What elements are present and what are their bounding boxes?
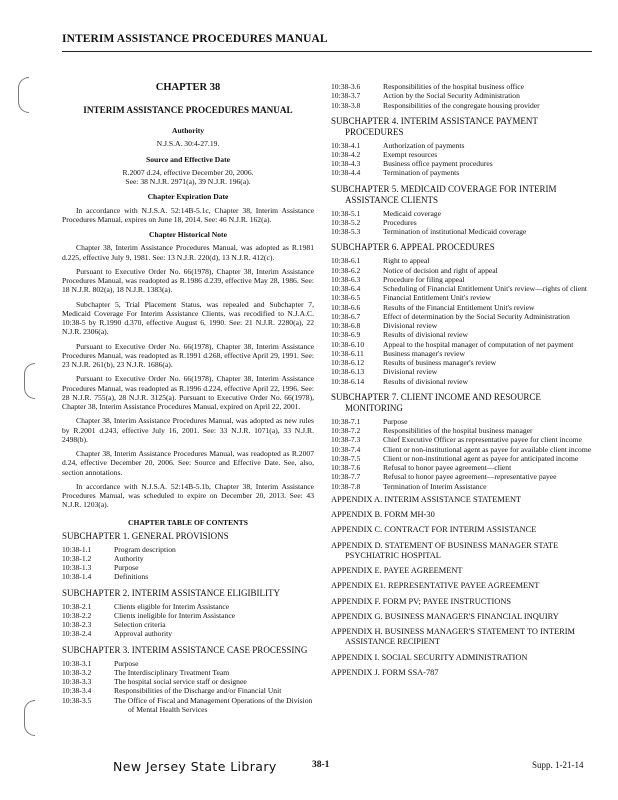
- section-number: 10:38-6.3: [331, 274, 361, 284]
- expiration-heading: Chapter Expiration Date: [147, 192, 229, 202]
- history-paragraph: Pursuant to Executive Order No. 66(1978), Chapter 38, Interim Assistance Procedures Manual, was readopted as R.1996 d.224, effective April 22, 1996. See: 28 N.J.R. 755(a), 28 N.J.R. 3125(a). Pursuant to Executive Order No. 66(1978), Chapter 38, Interim Assistance Procedures Manual, expired on April 22, 2001.: [62, 374, 314, 412]
- history-paragraph: Chapter 38, Interim Assistance Procedures Manual, was adopted as new rules by R.2001 d.243, effective July 16, 2001. See: 33 N.J.R. 1071(a), 33 N.J.R. 2498(b).: [62, 416, 314, 444]
- section-row: [62, 696, 314, 715]
- section-number: 10:38-7.3: [331, 435, 361, 445]
- section-row: [62, 686, 314, 695]
- section-number: 10:38-6.2: [331, 265, 361, 275]
- running-head: INTERIM ASSISTANCE PROCEDURES MANUAL: [62, 33, 328, 45]
- appendix-item: APPENDIX E. PAYEE AGREEMENT: [331, 566, 463, 576]
- section-number: 10:38-4.4: [331, 168, 361, 178]
- header-rule: [62, 51, 592, 52]
- section-number: 10:38-5.2: [331, 217, 361, 227]
- source-line: See: 38 N.J.R. 2971(a), 39 N.J.R. 196(a).: [125, 177, 251, 187]
- source-line: R.2007 d.24, effective December 20, 2006.: [122, 167, 254, 177]
- section-number: 10:38-1.4: [62, 572, 92, 582]
- section-title: Results of divisional review: [383, 330, 468, 340]
- chapter-number: CHAPTER 38: [155, 82, 221, 93]
- section-row: [331, 284, 593, 293]
- section-number: 10:38-7.4: [331, 444, 361, 454]
- section-number: 10:38-5.1: [331, 208, 361, 218]
- section-title: Purpose: [383, 416, 408, 426]
- section-number: 10:38-6.9: [331, 330, 361, 340]
- section-title: Client or non-institutional agent as payee for available client income: [383, 444, 592, 454]
- library-watermark: New Jersey State Library: [113, 759, 277, 774]
- history-paragraph: Chapter 38, Interim Assistance Procedures Manual, was adopted as R.1981 d.225, effective July 9, 1981. See: 13 N.J.R. 220(d), 13 N.J.R. 412(c).: [62, 243, 314, 262]
- section-title: Termination of institutional Medicaid coverage: [383, 227, 527, 237]
- authority-text: N.J.S.A. 30:4-27.19.: [156, 139, 220, 149]
- section-row: [331, 141, 593, 150]
- subchapter-heading: SUBCHAPTER 6. APPEAL PROCEDURES: [331, 242, 495, 253]
- section-number: 10:38-3.5: [62, 695, 92, 705]
- section-row: [62, 620, 314, 629]
- subchapter-heading: SUBCHAPTER 7. CLIENT INCOME AND RESOURCE MONITORING: [331, 391, 541, 413]
- section-title: Notice of decision and right of appeal: [383, 265, 498, 275]
- section-title: Responsibilities of the congregate housing provider: [383, 100, 540, 110]
- section-number: 10:38-7.8: [331, 481, 361, 491]
- section-row: [331, 454, 593, 463]
- section-row: [331, 472, 593, 481]
- section-row: [331, 463, 593, 472]
- section-title: Termination of payments: [383, 168, 460, 178]
- section-title: Chief Executive Officer as representative payee for client income: [383, 435, 582, 445]
- section-title: Definitions: [114, 572, 149, 582]
- section-title: The Interdisciplinary Treatment Team: [114, 667, 230, 677]
- section-number: 10:38-6.8: [331, 321, 361, 331]
- section-title: Approval authority: [114, 629, 172, 639]
- section-number: 10:38-3.8: [331, 100, 361, 110]
- section-row: [331, 321, 593, 330]
- section-number: 10:38-6.6: [331, 302, 361, 312]
- section-row: [62, 572, 314, 581]
- left-toc: [62, 531, 314, 714]
- section-title: Results of the Financial Entitlement Unit's review: [383, 302, 535, 312]
- section-number: 10:38-6.14: [331, 376, 365, 386]
- section-title: Authorization of payments: [383, 140, 465, 150]
- authority-heading: Authority: [171, 126, 205, 136]
- section-row: [331, 340, 593, 349]
- section-title: Clients ineligible for Interim Assistance: [114, 610, 236, 620]
- section-row: [331, 150, 593, 159]
- section-number: 10:38-1.3: [62, 563, 92, 573]
- section-row: [331, 367, 593, 376]
- section-row: [331, 435, 593, 444]
- section-number: 10:38-6.1: [331, 256, 361, 266]
- history-paragraph: In accordance with N.J.S.A. 52:14B-5.1b, Chapter 38, Interim Assistance Procedures Manual, was scheduled to expire on December 20, 2013. See: 43 N.J.R. 1203(a).: [62, 481, 314, 510]
- section-title: The Office of Fiscal and Management Operations of the Division of Mental Health Services: [114, 695, 313, 714]
- subchapter-heading: SUBCHAPTER 5. MEDICAID COVERAGE FOR INTERIM ASSISTANCE CLIENTS: [331, 183, 557, 205]
- section-number: 10:38-3.1: [62, 658, 92, 668]
- section-row: [62, 554, 314, 563]
- subchapter-heading: SUBCHAPTER 3. INTERIM ASSISTANCE CASE PROCESSING: [62, 644, 308, 655]
- appendix-list: [331, 495, 593, 678]
- section-number: 10:38-4.3: [331, 159, 361, 169]
- appendix-item: APPENDIX C. CONTRACT FOR INTERIM ASSISTANCE: [331, 525, 537, 535]
- section-number: 10:38-2.1: [62, 601, 92, 611]
- section-number: 10:38-6.13: [331, 367, 365, 377]
- history-heading: Chapter Historical Note: [149, 230, 227, 240]
- section-number: 10:38-7.1: [331, 416, 361, 426]
- section-title: Purpose: [114, 658, 139, 668]
- section-number: 10:38-6.12: [331, 358, 365, 368]
- section-number: 10:38-6.11: [331, 348, 364, 358]
- section-number: 10:38-2.3: [62, 620, 92, 630]
- appendix-item: APPENDIX J. FORM SSA-787: [331, 667, 439, 677]
- section-number: 10:38-3.4: [62, 686, 92, 696]
- section-number: 10:38-6.10: [331, 339, 365, 349]
- section-title: Results of divisional review: [383, 376, 468, 386]
- section-number: 10:38-6.5: [331, 293, 361, 303]
- section-row: [331, 218, 593, 227]
- right-column: [331, 82, 593, 683]
- section-row: [331, 209, 593, 218]
- section-title: Termination of Interim Assistance: [383, 481, 487, 491]
- section-title: Business office payment procedures: [383, 159, 493, 169]
- appendix-item: APPENDIX E1. REPRESENTATIVE PAYEE AGREEMENT: [331, 581, 540, 591]
- section-row: [331, 312, 593, 321]
- section-row: [62, 668, 314, 677]
- history-paragraph: Pursuant to Executive Order No. 66(1978), Chapter 38, Interim Assistance Procedures Manual, was readopted as R.1991 d.268, effective April 29, 1991. See: 23 N.J.R. 261(b), 23 N.J.R. 1686(a).: [62, 341, 314, 370]
- section-number: 10:38-4.2: [331, 149, 361, 159]
- section-row: [331, 168, 593, 177]
- section-number: 10:38-1.2: [62, 553, 92, 563]
- section-number: 10:38-2.2: [62, 610, 92, 620]
- appendix-item: APPENDIX I. SOCIAL SECURITY ADMINISTRATION: [331, 652, 528, 662]
- section-number: 10:38-3.7: [331, 91, 361, 101]
- section-title: Right to appeal: [383, 256, 430, 266]
- section-row: [331, 293, 593, 302]
- section-row: [331, 91, 593, 100]
- section-title: Appeal to the hospital manager of computation of net payment: [383, 339, 574, 349]
- section-title: Procedure for filing appeal: [383, 274, 465, 284]
- subchapter-heading: SUBCHAPTER 1. GENERAL PROVISIONS: [62, 530, 229, 541]
- section-title: Procedures: [383, 217, 417, 227]
- section-number: 10:38-7.6: [331, 463, 361, 473]
- section-number: 10:38-4.1: [331, 140, 361, 150]
- section-title: Authority: [114, 553, 144, 563]
- section-number: 10:38-1.1: [62, 544, 92, 554]
- supplement-date: Supp. 1-21-14: [532, 760, 584, 770]
- section-number: 10:38-5.3: [331, 227, 361, 237]
- section-title: Responsibilities of the hospital business manager: [383, 426, 533, 436]
- source-heading: Source and Effective Date: [145, 154, 230, 164]
- section-title: Program description: [114, 544, 176, 554]
- section-number: 10:38-3.6: [331, 82, 361, 91]
- page-number: 38-1: [312, 760, 330, 770]
- section-title: Selection criteria: [114, 620, 166, 630]
- section-title: Refusal to honor payee agreement—client: [383, 463, 512, 473]
- section-row: [62, 659, 314, 668]
- section-row: [62, 611, 314, 620]
- section-title: Financial Entitlement Unit's review: [383, 293, 491, 303]
- section-title: Clients eligible for Interim Assistance: [114, 601, 230, 611]
- section-title: Scheduling of Financial Entitlement Unit's review—rights of client: [383, 284, 588, 294]
- section-row: [62, 629, 314, 638]
- appendix-item: APPENDIX A. INTERIM ASSISTANCE STATEMENT: [331, 494, 522, 504]
- section-title: Responsibilities of the Discharge and/or Financial Unit: [114, 686, 282, 696]
- section-row: [331, 266, 593, 275]
- appendix-item: APPENDIX F. FORM PV; PAYEE INSTRUCTIONS: [331, 596, 512, 606]
- section-title: Client or non-institutional agent as payee for anticipated income: [383, 453, 579, 463]
- appendix-item: APPENDIX D. STATEMENT OF BUSINESS MANAGER STATE PSYCHIATRIC HOSPITAL: [331, 540, 559, 560]
- section-row: [331, 303, 593, 312]
- history-paragraph: Pursuant to Executive Order No. 66(1978), Chapter 38, Interim Assistance Procedures Manual, was readopted as R.1986 d.239, effective May 28, 1986. See: 18 N.J.R. 802(a), 18 N.J.R. 1383(a).: [62, 266, 314, 295]
- section-number: 10:38-3.3: [62, 677, 92, 687]
- section-row: [331, 256, 593, 265]
- subchapter-heading: SUBCHAPTER 2. INTERIM ASSISTANCE ELIGIBILITY: [62, 587, 281, 598]
- section-row: [331, 445, 593, 454]
- expiration-text: In accordance with N.J.S.A. 52:14B-5.1c, Chapter 38, Interim Assistance Procedures Manual, expires on June 18, 2014. See: 46 N.J.R. 162(a).: [62, 205, 314, 224]
- section-row: [331, 377, 593, 386]
- section-title: Effect of determination by the Social Security Administration: [383, 311, 570, 321]
- history-notes: [62, 243, 314, 509]
- section-number: 10:38-7.2: [331, 426, 361, 436]
- section-title: Exempt resources: [383, 149, 438, 159]
- section-row: [331, 82, 593, 91]
- appendix-item: APPENDIX G. BUSINESS MANAGER'S FINANCIAL INQUIRY: [331, 611, 559, 621]
- toc-heading: CHAPTER TABLE OF CONTENTS: [128, 517, 248, 527]
- section-row: [331, 159, 593, 168]
- history-paragraph: Subchapter 5, Trial Placement Status, was repealed and Subchapter 7, Medicaid Coverage For Interim Assistance Clients, was recodified to N.J.A.C. 10:38-5 by R.1990 d.370, effective August 6, 1990. See: 21 N.J.R. 2280(a), 22 N.J.R. 2306(a).: [62, 299, 314, 337]
- section-title: Action by the Social Security Administration: [383, 91, 520, 101]
- section-title: Purpose: [114, 563, 139, 573]
- section-row: [62, 563, 314, 572]
- section-row: [331, 426, 593, 435]
- section-title: Responsibilities of the hospital business office: [383, 82, 524, 91]
- right-toc: [331, 116, 593, 491]
- right-top-sections: [331, 82, 593, 110]
- section-number: 10:38-3.2: [62, 667, 92, 677]
- section-title: Business manager's review: [383, 348, 465, 358]
- subchapter-heading: SUBCHAPTER 4. INTERIM ASSISTANCE PAYMENT PROCEDURES: [331, 115, 538, 137]
- section-number: 10:38-6.4: [331, 284, 361, 294]
- chapter-title: INTERIM ASSISTANCE PROCEDURES MANUAL: [83, 104, 293, 115]
- section-row: [62, 677, 314, 686]
- margin-mark-top: [18, 77, 29, 113]
- section-number: 10:38-2.4: [62, 629, 92, 639]
- section-title: Divisional review: [383, 367, 438, 377]
- section-number: 10:38-6.7: [331, 311, 361, 321]
- section-row: [331, 101, 593, 110]
- section-row: [62, 545, 314, 554]
- section-title: Divisional review: [383, 321, 438, 331]
- section-title: Medicaid coverage: [383, 208, 441, 218]
- left-column: [62, 82, 314, 714]
- section-row: [331, 349, 593, 358]
- section-row: [331, 227, 593, 236]
- margin-mark-bottom: [24, 700, 35, 736]
- section-row: [331, 358, 593, 367]
- section-row: [331, 417, 593, 426]
- appendix-item: APPENDIX B. FORM MH-30: [331, 510, 435, 520]
- section-title: The hospital social service staff or designee: [114, 677, 247, 687]
- section-number: 10:38-7.7: [331, 472, 361, 482]
- section-row: [62, 602, 314, 611]
- section-title: Results of business manager's review: [383, 358, 497, 368]
- section-number: 10:38-7.5: [331, 453, 361, 463]
- section-title: Refusal to honor payee agreement—representative payee: [383, 472, 557, 482]
- appendix-item: APPENDIX H. BUSINESS MANAGER'S STATEMENT TO INTERIM ASSISTANCE RECIPIENT: [331, 627, 575, 647]
- section-row: [331, 330, 593, 339]
- section-row: [331, 275, 593, 284]
- section-row: [331, 482, 593, 491]
- margin-mark-middle: [24, 363, 35, 399]
- history-paragraph: Chapter 38, Interim Assistance Procedures Manual, was readopted as R.2007 d.24, effective December 20, 2006. See: Source and Effective Date. See, also, section annotations.: [62, 449, 314, 477]
